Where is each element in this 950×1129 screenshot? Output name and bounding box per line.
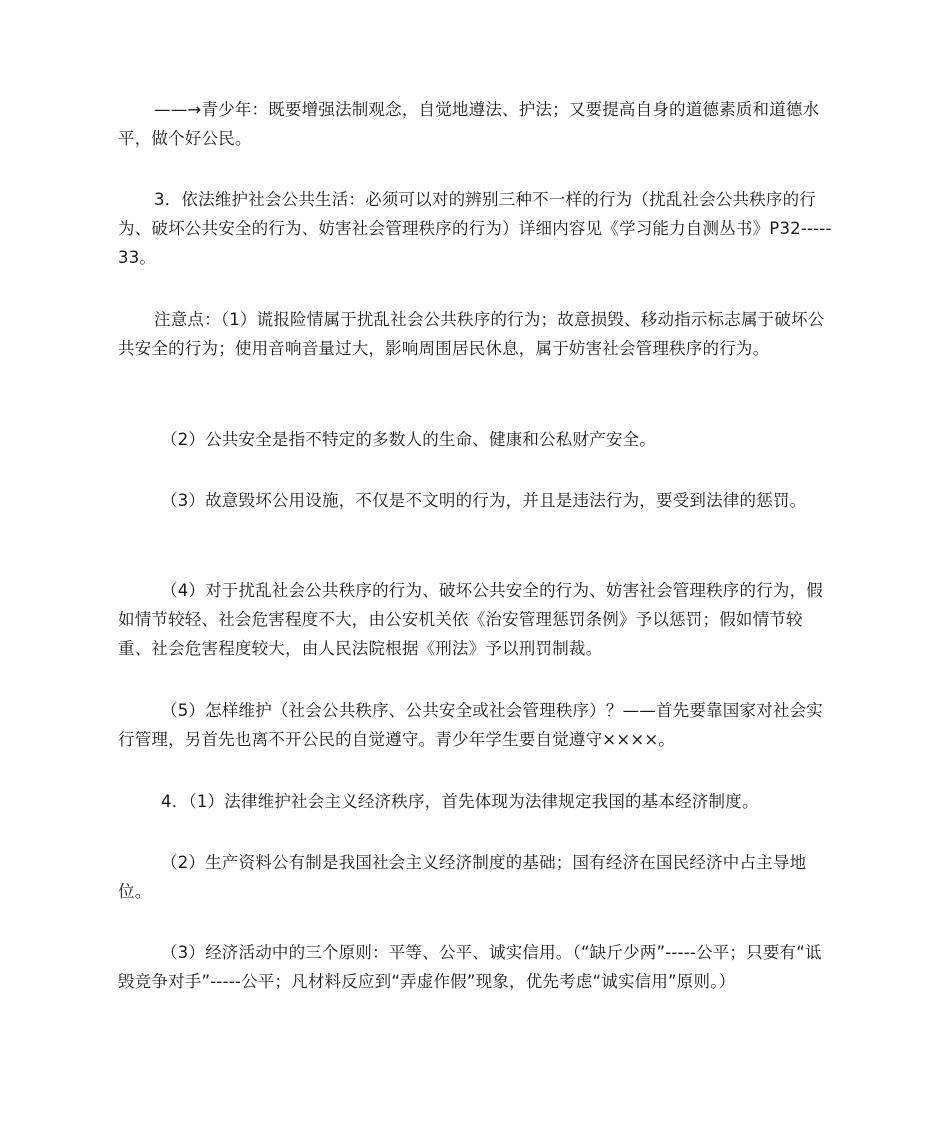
paragraph-youth-duty: ——→青少年：既要增强法制观念，自觉地遵法、护法；又要提高自身的道德素质和道德水平，做个好公民。 [118,100,820,148]
paragraph-note-3: （3）故意毁坏公用设施，不仅是不文明的行为，并且是违法行为，要受到法律的惩罚。 [161,491,807,510]
paragraph-section-4-3: （3）经济活动中的三个原则：平等、公平、诚实信用。（“缺斤少两”-----公平；只要有“诋毁竞争对手”-----公平；凡材料反应到“弄虚作假”现象，优先考虑“诚实信用”原则。） [118,943,822,991]
paragraph-notes: 注意点：（1）谎报险情属于扰乱社会公共秩序的行为；故意损毁、移动指示标志属于破坏公共安全的行为；使用音响音量过大，影响周围居民休息，属于妨害社会管理秩序的行为。 [118,310,825,358]
paragraph-section-3: 3．依法维护社会公共生活：必须可以对的辨别三种不一样的行为（扰乱社会公共秩序的行为、破坏公共安全的行为、妨害社会管理秩序的行为）详细内容见《学习能力自测丛书》P32-----33。 [118,190,832,267]
paragraph-note-4: （4）对于扰乱社会公共秩序的行为、破坏公共安全的行为、妨害社会管理秩序的行为，假如情节较轻、社会危害程度不大，由公安机关依《治安管理惩罚条例》予以惩罚；假如情节较重、社会危害程度较大，由人民法院根据《刑法》予以刑罚制裁。 [118,581,823,658]
paragraph-note-5: （5）怎样维护（社会公共秩序、公共安全或社会管理秩序）？——首先要靠国家对社会实行管理，另首先也离不开公民的自觉遵守。青少年学生要自觉遵守××××。 [118,701,823,749]
paragraph-section-4-2: （2）生产资料公有制是我国社会主义经济制度的基础；国有经济在国民经济中占主导地位。 [118,853,807,901]
paragraph-note-2: （2）公共安全是指不特定的多数人的生命、健康和公私财产安全。 [161,430,656,449]
paragraph-section-4: 4．（1）法律维护社会主义经济秩序，首先体现为法律规定我国的基本经济制度。 [161,792,759,811]
